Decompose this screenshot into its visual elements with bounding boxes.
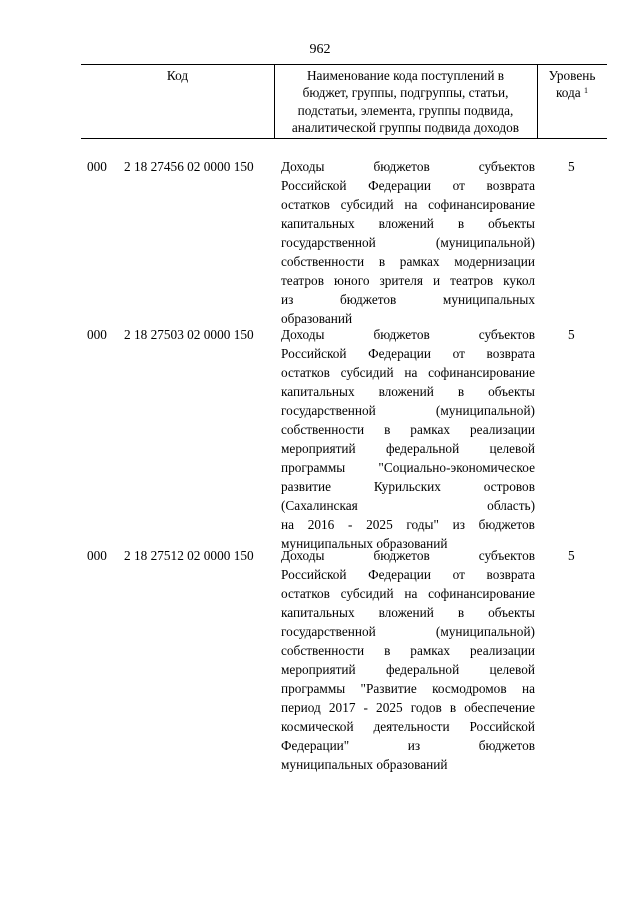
- revenue-name-line: Доходы бюджетов субъектов: [281, 548, 535, 563]
- header-level: [537, 67, 607, 102]
- revenue-code: 2 18 27503 02 0000 150: [124, 327, 254, 342]
- page-number: 962: [309, 42, 331, 57]
- revenue-name-line: программы "Социально-экономическое: [281, 460, 535, 475]
- revenue-name-line: остатков субсидий на софинансирование: [281, 197, 535, 212]
- header-name-line: аналитической группы подвида доходов: [291, 120, 520, 136]
- revenue-name-line: космической деятельности Российской: [281, 719, 535, 734]
- header-name-line: бюджет, группы, подгруппы, статьи,: [302, 85, 509, 101]
- revenue-name-line: Доходы бюджетов субъектов: [281, 159, 535, 174]
- revenue-name-line: собственности в рамках реализации: [281, 643, 535, 658]
- admin-code: 000: [87, 159, 107, 174]
- revenue-name-line: развитие Курильских островов: [281, 479, 535, 494]
- revenue-name-line: государственной (муниципальной): [281, 403, 535, 418]
- revenue-name-line: государственной (муниципальной): [281, 624, 535, 639]
- revenue-name-line: собственности в рамках модернизации: [281, 254, 535, 269]
- revenue-name-line: мероприятий федеральной целевой: [281, 441, 535, 456]
- revenue-name-line: программы "Развитие космодромов на: [281, 681, 535, 696]
- revenue-name-line: остатков субсидий на софинансирование: [281, 586, 535, 601]
- revenue-name-line: остатков субсидий на софинансирование: [281, 365, 535, 380]
- revenue-name-line: государственной (муниципальной): [281, 235, 535, 250]
- code-level: 5: [568, 548, 575, 563]
- revenue-name: [281, 157, 535, 328]
- header-code: Код: [166, 68, 189, 83]
- revenue-name-line: период 2017 - 2025 годов в обеспечение: [281, 700, 535, 715]
- admin-code: 000: [87, 548, 107, 563]
- revenue-name-line: муниципальных образований: [281, 536, 448, 551]
- revenue-name-line: капитальных вложений в объекты: [281, 384, 535, 399]
- revenue-name-line: мероприятий федеральной целевой: [281, 662, 535, 677]
- revenue-code: 2 18 27512 02 0000 150: [124, 548, 254, 563]
- revenue-name-line: Российской Федерации от возврата: [281, 346, 535, 361]
- admin-code: 000: [87, 327, 107, 342]
- footnote-marker: 1: [584, 86, 589, 96]
- code-level: 5: [568, 327, 575, 342]
- revenue-name-line: образований: [281, 311, 353, 326]
- header-level-line: Уровень: [548, 68, 596, 83]
- revenue-name-line: собственности в рамках реализации: [281, 422, 535, 437]
- revenue-name-line: театров юного зрителя и театров кукол: [281, 273, 535, 288]
- revenue-name-line: (Сахалинская область): [281, 498, 535, 513]
- table-header: [81, 64, 607, 139]
- revenue-name-line: капитальных вложений в объекты: [281, 605, 535, 620]
- header-level-line: [537, 84, 607, 101]
- header-name-line: Наименование кода поступлений в: [306, 68, 505, 83]
- header-level-word: кода: [555, 85, 581, 101]
- revenue-name-line: Российской Федерации от возврата: [281, 178, 535, 193]
- revenue-name: [281, 325, 535, 553]
- revenue-name-line: Доходы бюджетов субъектов: [281, 327, 535, 342]
- revenue-code: 2 18 27456 02 0000 150: [124, 159, 254, 174]
- header-name-line: подстатьи, элемента, группы подвида,: [297, 102, 514, 118]
- revenue-name-line: Российской Федерации от возврата: [281, 567, 535, 582]
- revenue-name-line: из бюджетов муниципальных: [281, 292, 535, 307]
- revenue-name-line: Федерации" из бюджетов: [281, 738, 535, 753]
- revenue-name-line: на 2016 - 2025 годы" из бюджетов: [281, 517, 535, 532]
- code-level: 5: [568, 159, 575, 174]
- revenue-name: [281, 546, 535, 774]
- column-divider: [274, 65, 275, 138]
- header-name: [279, 67, 532, 137]
- revenue-name-line: капитальных вложений в объекты: [281, 216, 535, 231]
- revenue-name-line: муниципальных образований: [281, 757, 448, 772]
